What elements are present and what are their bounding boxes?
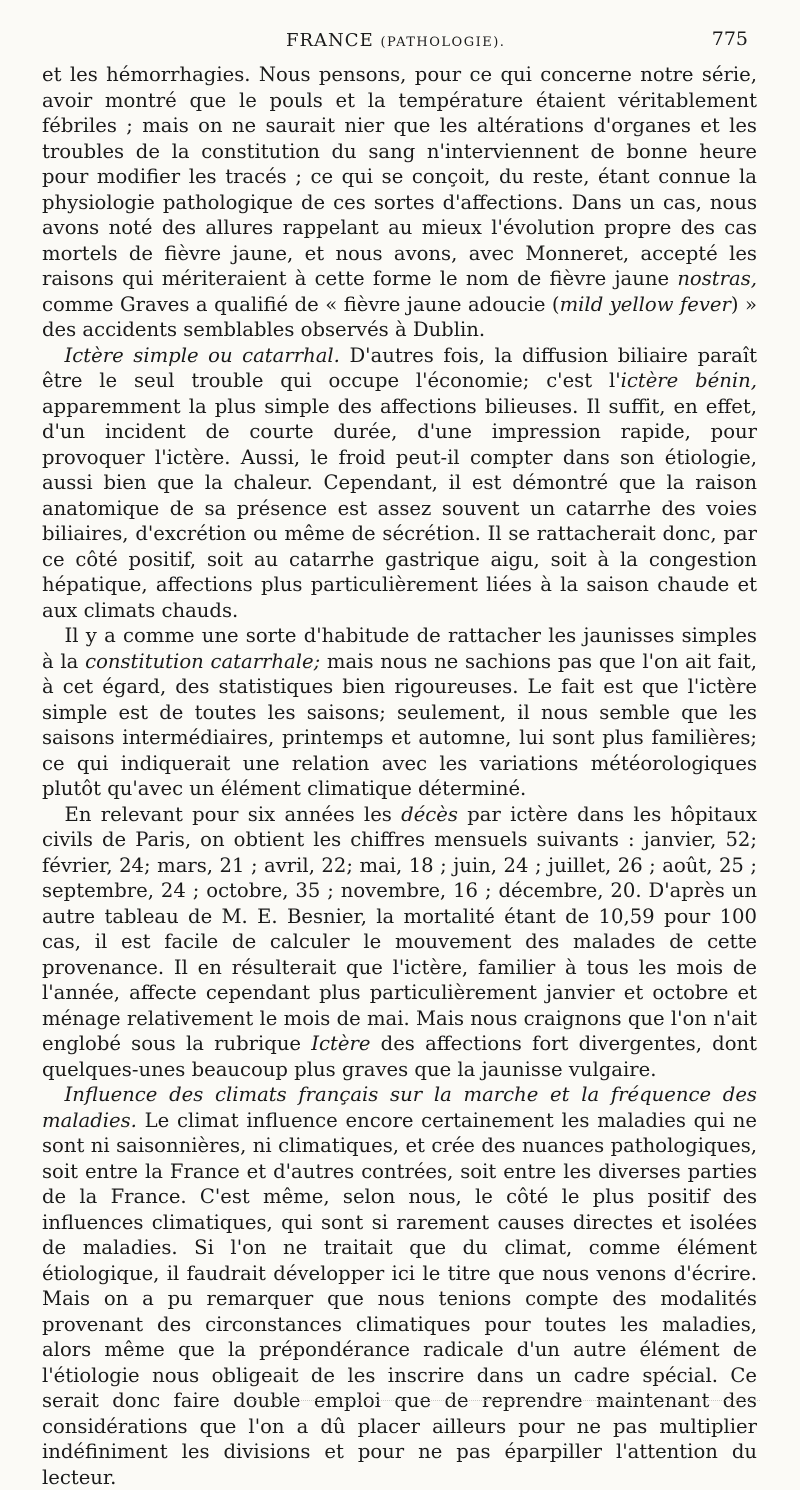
running-head	[286, 30, 505, 51]
p4-emphasis-ictere: Ictère	[311, 1032, 371, 1055]
p3-text-1: Il y a comme une sorte d'habitude de rattacher les jaunisses simples à la	[42, 624, 757, 673]
running-head-title: FRANCE	[286, 30, 374, 51]
p1-emphasis-mild-yellow-fever: mild yellow fever	[559, 292, 731, 316]
p2-text-1: D'autres fois, la diffusion biliaire paraît être le seul trouble qui occupe l'économie; c'est l'	[42, 343, 757, 392]
paragraph-continued	[42, 62, 757, 343]
p1-text: et les hémorrhagies. Nous pensons, pour ce qui concerne notre série, avoir montré que le pouls et la température étaient véritablement fébriles ; mais on ne saurait nier que les altérations d'organes et les troubles de la constitution du sang n'interviennent de bonne heure pour modifier les tracés ; ce qui se conçoit, du reste, étant connue la physiologie pathologique de ces sortes d'affections. Dans un cas, nous avons noté des allures rappelant au mieux l'évolution propre des cas mortels de fièvre jaune, et nous avons, avec Monneret, accepté les raisons qui mériteraient à cette forme le nom de fièvre jaune	[42, 63, 757, 290]
page-header	[0, 26, 800, 56]
paragraph-icterus-simple	[42, 343, 757, 624]
p4-text-3: des affections fort divergentes, dont quelques-unes beaucoup plus graves que la jaunisse vulgaire.	[42, 1032, 758, 1081]
p1-emphasis-nostras: nostras,	[677, 267, 757, 290]
p3-emphasis-constitution: constitution catarrhale;	[85, 649, 321, 673]
p1-text-2: comme Graves a qualifié de « fièvre jaune adoucie (	[42, 292, 560, 316]
paragraph-deces	[42, 802, 757, 1083]
p2-emphasis-icterus-benin: ictère bénin,	[620, 369, 757, 392]
p5-text-1: Le climat influence encore certainement les maladies qui ne sont ni saisonnières, ni climatiques, et crée des nuances pathologiques, soit entre la France et d'autres contrées, soit entre les diverses parties de la France. C'est même, selon nous, le côté le plus positif des influences climatiques, qui sont si rarement causes directes et isolées de maladies. Si l'on ne traitait que du climat, comme élément étiologique, il faudrait développer ici le titre que nous venons d'écrire. Mais on a pu remarquer que nous tenions compte des modalités provenant des circonstances climatiques pour toutes les maladies, alors même que la prépondérance radicale d'un autre élément de l'étiologie nous obligeait de les inscrire dans un cadre spécial. Ce serait donc faire double emploi que de reprendre maintenant des considérations que l'on a dû placer ailleurs pour ne pas multiplier indéfiniment les divisions et pour ne pas éparpiller l'attention du lecteur.	[42, 1108, 757, 1489]
p4-text-1: En relevant pour six années les	[64, 802, 402, 826]
p4-emphasis-deces: décès	[401, 802, 458, 826]
paragraph-climats-francais	[42, 1082, 757, 1490]
running-head-subtitle: (PATHOLOGIE).	[380, 35, 506, 50]
section-heading-climats: Influence des climats français sur la marche et la fréquence des maladies.	[42, 1083, 757, 1132]
body-text	[42, 62, 757, 1490]
p1-text-3: ) » des accidents semblables observés à Dublin.	[42, 292, 757, 341]
section-heading-icterus: Ictère simple ou catarrhal.	[64, 343, 340, 367]
bottom-rule	[250, 1400, 760, 1401]
p3-text-2: mais nous ne sachions pas que l'on ait fait, à cet égard, des statistiques bien rigoureuses. Le fait est que l'ictère simple est de toutes les saisons; seulement, il nous semble que les saisons intermédiaires, printemps et automne, lui sont plus familières; ce qui indiquerait une relation avec les variations météorologiques plutôt qu'avec un élément climatique déterminé.	[42, 649, 757, 800]
page-number: 775	[711, 28, 748, 50]
p2-text-2: apparemment la plus simple des affections bilieuses. Il suffit, en effet, d'un incident de courte durée, d'une impression rapide, pour provoquer l'ictère. Aussi, le froid peut-il compter dans son étiologie, aussi bien que la chaleur. Cependant, il est démontré que la raison anatomique de sa présence est assez souvent un catarrhe des voies biliaires, d'excrétion ou même de sécrétion. Il se rattacherait donc, par ce côté positif, soit au catarrhe gastrique aigu, soit à la congestion hépatique, affections plus particulièrement liées à la saison chaude et aux climats chauds.	[42, 394, 757, 622]
p4-text-2: par ictère dans les hôpitaux civils de Paris, on obtient les chiffres mensuels suivants : janvier, 52; février, 24; mars, 21 ; avril, 22; mai, 18 ; juin, 24 ; juillet, 26 ; août, 25 ; septembre, 24 ; octobre, 35 ; novembre, 16 ; décembre, 20. D'après un autre tableau de M. E. Besnier, la mortalité étant de 10,59 pour 100 cas, il est facile de calculer le mouvement des malades de cette provenance. Il en résulterait que l'ictère, familier à tous les mois de l'année, affecte cependant plus particulièrement janvier et octobre et ménage relativement le mois de mai. Mais nous craignons que l'on n'ait englobé sous la rubrique	[42, 802, 758, 1055]
paragraph-constitution	[42, 623, 757, 802]
